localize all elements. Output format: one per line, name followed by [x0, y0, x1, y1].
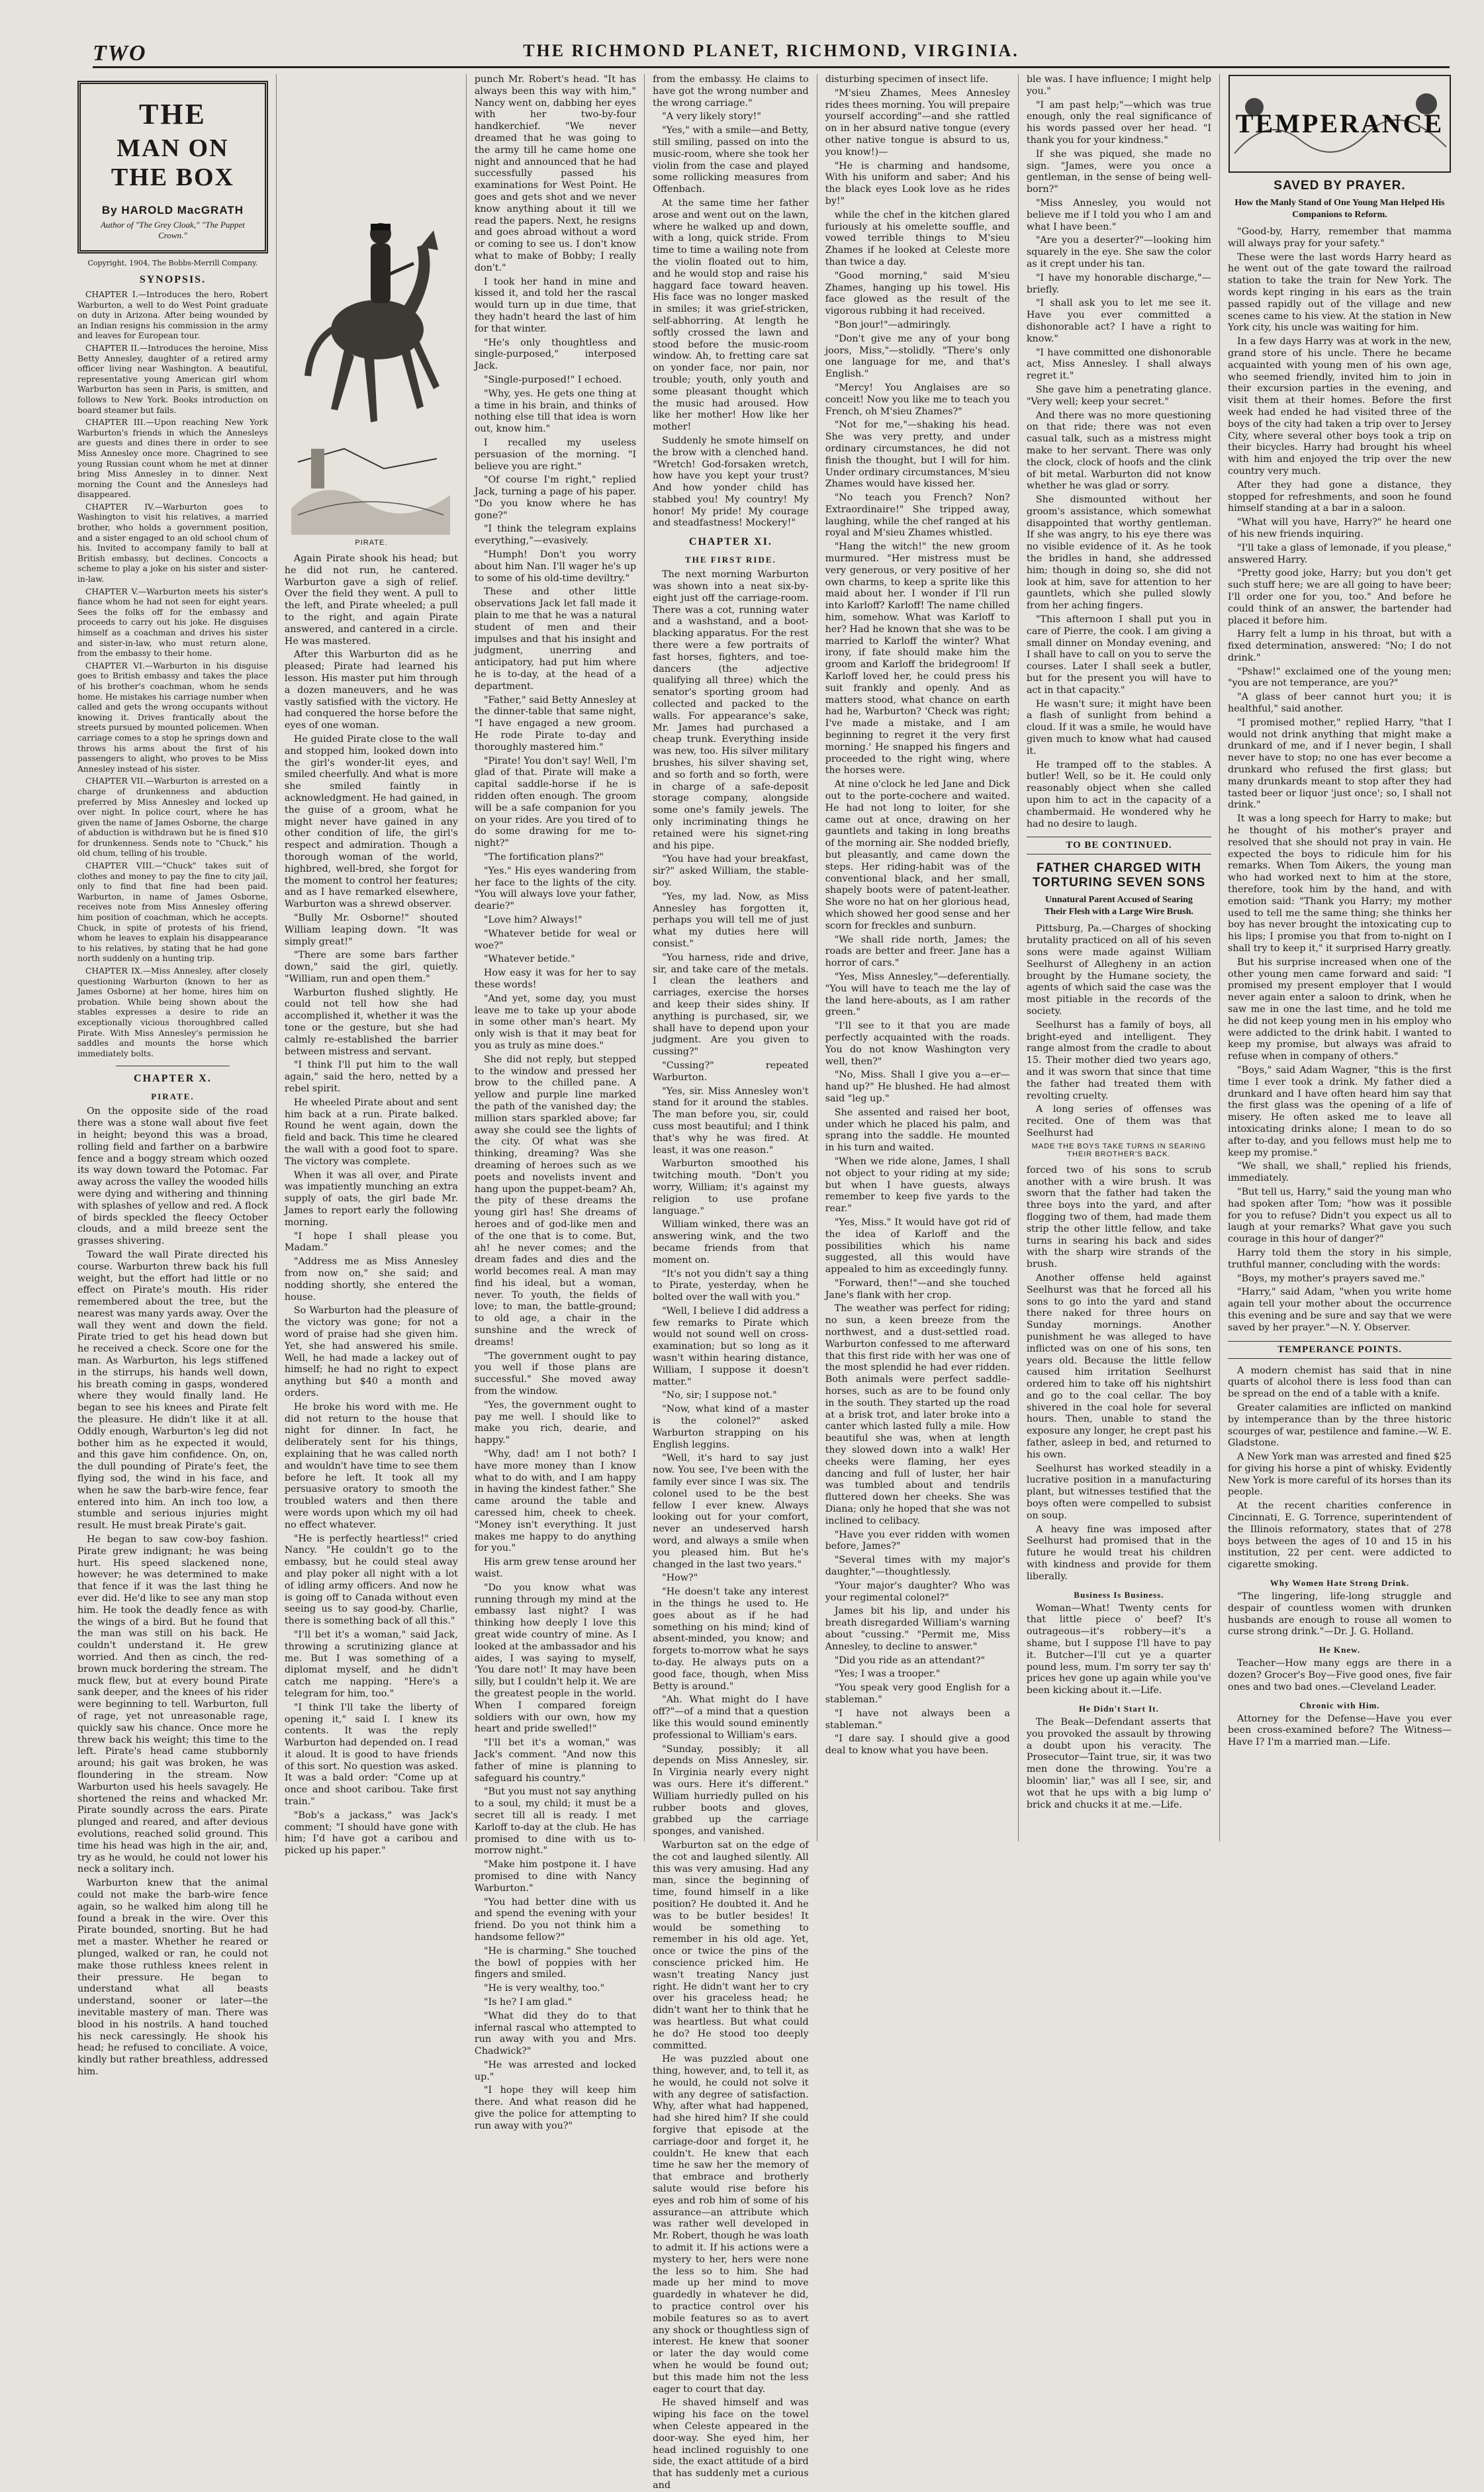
story-paragraph: "Is he? I am glad."	[483, 1996, 573, 2007]
synopsis-paragraph: CHAPTER IX.—Miss Annesley, after closely questioning Warburton (known to her as James Osborne) at her home, hires him on probation. While being shown about the stables expresses a desire to ride an exceptionally vicious thoroughbred called Pirate. With Miss Annesley's permission he saddles and mounts the horse which immediately bolts.	[77, 966, 268, 1058]
story-paragraph: How easy it was for her to say these words!	[474, 968, 637, 990]
story-paragraph: "Did you ride as an attendant?"	[834, 1655, 986, 1666]
story-paragraph: "Humph! Don't you worry about him Nan. I'll wager he's up to some of his old-time deviltry."	[474, 549, 637, 584]
story-paragraph: "I am past help;"—which was true enough, only the real significance of his words passed over her head. "I thank you for your kindness."	[1026, 99, 1211, 146]
story-paragraph: "We shall ride north, James; the roads are better and freer. Jane has a horror of cars."	[825, 934, 1010, 969]
story-paragraph: She did not reply, but stepped to the window and pressed her brow to the chilled pane. A yellow and purple line marked the path of the vanished day; the million stars sparkled above; far away she could see the lights of the city. Of what was she thinking, dreaming? Was she dreaming of heroes such as we poets and novelists invent and hang upon the puppet-beam? Ah, the pity of these dreams the young girl has! She dreams of heroes and of god-like men and of the one that is to come. But, ah! he never comes; and the dream fades and dies and the world becomes real. A man may find his ideal, but a woman, never. To youth, the fields of love; to man, the battle-ground; to old age, a chair in the sunshine and the wreck of dreams!	[474, 1054, 637, 1348]
story-paragraph: "No, sir; I suppose not."	[662, 1390, 777, 1401]
story-paragraph: "And yet, some day, you must leave me to take up your abode in some other man's heart. My only wish is that it may beat for you as truly as mine does."	[474, 993, 637, 1051]
story-paragraph: "Why, dad! am I not both? I have more money than I know what to do with, and I am happy in having the kindest father." She came around the table and caressed him, cheek to cheek. "Money isn't everything. It just makes me happy to do anything for you."	[474, 1449, 637, 1554]
story-paragraph: "You have had your breakfast, sir?" asked William, the stable-boy.	[653, 854, 809, 888]
story-paragraph: "Yes, sir. Miss Annesley won't stand for it around the stables. The man before you, sir, could cuss most beautiful; and I think that's why he was fired. At least, it was one reason."	[653, 1085, 809, 1156]
story-paragraph: The weather was perfect for riding; no sun, a keen breeze from the northwest, and a dust-settled road. Warburton confessed to me afterward that this first ride with her was one of the most splendid he had ever ridden. Both animals were perfect saddle-horses, such as are to be found only in the south. They started up the road at a brisk trot, and later broke into a canter which lasted fully a mile. How beautiful she was, when at length they slowed down into a walk! Her cheeks were flaming, her eyes dancing and full of luster, her hair was tumbled about and tendrils fluttered down her cheeks. She was Diana; only he hoped that she was not inclined to celibacy.	[825, 1303, 1010, 1526]
story-paragraph: "I have committed one dishonorable act, Miss Annesley. I shall always regret it."	[1026, 347, 1211, 382]
article-paragraph: A long series of offenses was recited. One of them was that Seelhurst had	[1026, 1104, 1211, 1138]
father-article-text-b	[1027, 1165, 1211, 1583]
story-paragraph: Warburton sat on the edge of the cot and laughed silently. All this was very amusing. Had any man, since the beginning of time, found himself in a like position? He doubted it. And he was to be butler besides! It would be something to remember in his old age. Yet, once or twice the pins of the conscience pricked him. He wasn't treating Nancy just right. He didn't want her to cry over his graceless head; he didn't want her to think that he was heartless. But what could he do? He stood too deeply committed.	[653, 1839, 809, 2051]
story-paragraph: Toward the wall Pirate directed his course. Warburton threw back his full weight, but the effort had little or no effect on Pirate's mouth. His rider remembered about the tree, but the nearest was many yards away. Over the wall they went and down the field. Pirate tried to get his head down but he received a check. Score one for the man. As Warburton, his legs stiffened in the stirrups, his hands well down, his breath coming in gasps, wondered where they would finally land. He began to see his knees and Pirate felt the pleasure. He didn't like it at all. Oddly enough, Warburton's leg did not bother him as he expected it would, and this gave him confidence. On, on, the dull pounding of Pirate's feet, the flying sod, the wind in his face, and when he saw the barb-wire fence, fear entered into him. An inch too low, a stumble and serious injuries might result. He must break Pirate's gait.	[77, 1249, 268, 1532]
article-paragraph: "I'll take a glass of lemonade, if you please," answered Harry.	[1228, 542, 1452, 565]
story-paragraph: "I hope they will keep him there. And what reason did he give the police for attempting to run away with you?"	[474, 2085, 637, 2131]
story-title-line1: THE	[138, 98, 207, 130]
saved-by-prayer-headline: SAVED BY PRAYER.	[1274, 179, 1406, 193]
didnt-start-headline: He Didn't Start It.	[1079, 1704, 1159, 1714]
story-paragraph: "I think the telegram explains everything,"—evasively.	[474, 524, 637, 547]
saved-by-prayer-subhead: How the Manly Stand of One Young Man Helped His Companions to Reform.	[1234, 198, 1445, 220]
story-paragraph: He guided Pirate close to the wall and stopped him, looked down into the girl's wonder-lit eyes, and smiled cheerfully. And what is more she smiled faintly in acknowledgment. He had gained, in the guise of a groom, what he might never have gained in any other condition of life, the girl's respect and admiration. Though a thorough woman of the world, highbred, well-bred, she forgot for the moment to control her features; and as I have remarked elsewhere, Warburton was a shrewd observer.	[284, 733, 458, 910]
story-paragraph: "This afternoon I shall put you in care of Pierre, the cook. I am giving a small dinner on Monday evening, and I shall have to call on you to serve the courses. Later I shall seek a butler, but for the present you will have to act in that capacity."	[1026, 614, 1211, 696]
story-paragraph: "He doesn't take any interest in the things he used to. He goes about as if he had something on his mind; kind of absent-minded, you know; and forgets to-morrow what he says to-day. He always puts on a good face, though, when Miss Betty is around."	[653, 1587, 809, 1692]
story-paragraph: "Miss Annesley, you would not believe me if I told you who I am and what I have been."	[1026, 197, 1211, 232]
story-paragraph: "But you must not say anything to a soul, my child; it must be a secret till all is ready. I met Karloff to-day at the club. He has promised to dine with us to-morrow night."	[474, 1786, 637, 1857]
story-text-col4b	[653, 569, 809, 2492]
story-paragraph: "No teach you French? Non? Extraordinaire!" She tripped away, laughing, while the chef ranged at his royal and M'sieu Zhames whistled.	[825, 492, 1010, 539]
story-text-col5	[825, 74, 1010, 1757]
story-paragraph: She gave him a penetrating glance. "Very well; keep your secret."	[1026, 384, 1211, 407]
story-paragraph: "I have my honorable discharge,"—briefly.	[1026, 272, 1211, 295]
chronic-wrap	[1228, 1714, 1452, 1749]
article-paragraph: Another offense held against Seelhurst was that he forced all his sons to go into the yard and stand there naked for three hours on Sunday mornings. Another punishment he was alleged to have inflicted was on one of his sons, ten years old. Because the little fellow caused him irritation Seelhurst ordered him to take off his nightshirt and go to the coal cellar. The boy shivered in the coal hole for several hours. Then, unable to stand the exposure any longer, he crept past his father, asleep in bed, and returned to his own.	[1026, 1272, 1211, 1460]
article-paragraph: But his surprise increased when one of the other young men came forward and said: "I promised my present employer that I would never again enter a saloon to drink, when he saw me in one the last time, and he told me he did not keep young men in his employ who were addicted to the drink habit. I wanted to keep my promise, but always was afraid to refuse when in company of others."	[1228, 956, 1452, 1062]
business-text: Woman—What! Twenty cents for that little piece o' beef? It's outrageous—it's robbery—it's a shame, but I suppose I'll have to pay it. Butcher—I'll cut ye a quarter pound less, mum. I'm sorry ter say th' prices hev gone up again while you've been kicking about it.—Life.	[1026, 1602, 1211, 1696]
story-paragraph: "Yes; I was a trooper."	[834, 1669, 941, 1680]
article-paragraph: It was a long speech for Harry to make; but he thought of his mother's prayer and resolved that she should not pray in vain. He expected the boys to ridicule him for his remarks. When Tom Aikers, the young man who had worked next to him at the store, therefore, took him by the hand, and with emotion said: "Thank you Harry; my mother used to tell me the same thing; she thinks her boy has never brought the intoxicating cup to his lips; I promise you that from to-night on I shall try to keep it," it surprised Harry greatly.	[1228, 813, 1452, 954]
article-paragraph: Seelhurst has a family of boys, all bright-eyed and intelligent. They range almost from the cradle to about 15. Their mother died two years ago, and it was sworn that since that time the father had treated them with revolting cruelty.	[1026, 1019, 1211, 1101]
he-knew-headline: He Knew.	[1319, 1645, 1361, 1655]
article-paragraph: "Boys," said Adam Wagner, "this is the first time I ever took a drink. My father died a drunkard and I have often heard him say that the first glass was the opening of a life of misery. He often asked me to leave all intoxicating drinks alone; I mean to do so after to-day, and you fellows must help me to keep my promise."	[1228, 1064, 1452, 1158]
synopsis-paragraph: CHAPTER IV.—Warburton goes to Washington to visit his relatives, a married brother, who holds a government position, and a sister engaged to an old school chum of his. Invited to accompany family to ball at British embassy, but declines. Concocts a scheme to play a joke on his sister and sister-in-law.	[77, 502, 268, 584]
story-paragraph: "Single-purposed!" I echoed.	[483, 374, 622, 385]
father-article-subhead: Unnatural Parent Accused of Searing Their Flesh with a Large Wire Brush.	[1044, 895, 1193, 917]
article-paragraph: Harry felt a lump in his throat, but with a fixed determination, answered: "No; I do not drink."	[1228, 629, 1452, 663]
father-article-text	[1027, 923, 1211, 1139]
synopsis-heading: SYNOPSIS.	[139, 274, 207, 285]
story-text-col6	[1027, 74, 1211, 830]
story-paragraph: James bit his lip, and under his breath disregarded William's warning about "cussing." "Permit me, Miss Annesley, to decline to answer."	[825, 1606, 1010, 1652]
he-knew-wrap	[1228, 1658, 1452, 1693]
chapter-xi-subtitle: THE FIRST RIDE.	[685, 555, 776, 565]
story-paragraph: "Of course I'm right," replied Jack, turning a page of his paper. "Do you know where he has gone?"	[474, 475, 637, 521]
story-paragraph: "Forward, then!"—and she touched Jane's flank with her crop.	[825, 1277, 1010, 1301]
story-paragraph: "I have not always been a stableman."	[825, 1708, 1010, 1731]
story-paragraph: "Have you ever ridden with women before, James?"	[825, 1529, 1010, 1552]
story-paragraph: "I shall ask you to let me see it. Have you ever committed a dishonorable act? I have a right to know."	[1026, 298, 1211, 344]
synopsis-paragraph: CHAPTER VII.—Warburton is arrested on a charge of drunkenness and abduction preferred by Miss Annesley and locked up over night. In police court, where he has given the name of James Osborne, the charge of abduction is withdrawn but he is fined $10 for drunkenness. Sends note to "Chuck," his old chum, telling of his trouble.	[77, 776, 268, 858]
story-paragraph: punch Mr. Robert's head. "It has always been this way with him," Nancy went on, dabbing her eyes with her two-by-four handkerchief. "We never dreamed that he was going to the army till he came home one night and announced that he had successfully passed his examinations for West Point. He goes and gets shot and we never know anything about it till we read the papers. Next, he resigns and goes abroad without a word or coming to see us. I don't know what to make of Bobby; I really don't."	[474, 74, 637, 273]
story-paragraph: "Pirate! You don't say! Well, I'm glad of that. Pirate will make a capital saddle-horse if he is ridden often enough. The groom will be a safe companion for you on your rides. Are you tired of to do some drawing for me to-night?"	[474, 755, 637, 849]
article-paragraph: "Pretty good joke, Harry; but you don't get such stuff here; we are all going to have beer; I'll order one for you, too." And before he could think of an answer, the bartender had placed it before him.	[1228, 568, 1452, 626]
article-paragraph: "Boys, my mother's prayers saved me."	[1237, 1273, 1425, 1284]
story-paragraph: "I think I'll take the liberty of opening it," said I. I knew its contents. It was the reply Warburton had depended on. I read it aloud. It is good to have friends of this sort. No question was asked. It was a bald order: "Come up at once and shoot caribou. Take first train."	[284, 1702, 458, 1808]
column-1	[70, 74, 277, 2077]
story-paragraph: "I hope I shall please you Madam."	[284, 1230, 458, 1254]
story-paragraph: I recalled my useless persuasion of the morning. "I believe you are right."	[474, 437, 637, 472]
story-paragraph: "Good morning," said M'sieu Zhames, hanging up his towel. His face glowed as the result of the vigorous rubbing it had received.	[825, 270, 1010, 317]
story-paragraph: She dismounted without her groom's assistance, which somewhat disappointed that worthy gentleman. If she was angry, to his eye there was no visible evidence of it. As he took the bridles in hand, she addressed him; though in doing so, she did not look at him, save for attention to her gauntlets, which she pulled slowly from her aching fingers.	[1026, 494, 1211, 612]
story-title-line2: MAN ON THE BOX	[111, 134, 234, 191]
story-paragraph: "Yes, Miss." It would have got rid of the idea of Karloff and the possibilities which his name suggested, all this would have appealed to him as exceedingly funny.	[825, 1217, 1010, 1275]
temperance-banner	[1228, 74, 1452, 173]
story-paragraph: He wasn't sure; it might have been a flash of sunlight from behind a cloud. If it was a smile, he would have given much to know what had caused it.	[1026, 698, 1211, 757]
story-paragraph: "Mercy! You Anglaises are so conceit! Now you like me to teach you French, oh M'sieu Zhames?"	[825, 382, 1010, 417]
illustration-caption: PIRATE.	[355, 539, 388, 547]
story-paragraph: while the chef in the kitchen glared furiously at his omelette souffle, and vowed terrible things to M'sieu Zhames if he looked at Celeste more than twice a day.	[825, 209, 1010, 267]
father-illustration-caption: MADE THE BOYS TAKE TURNS IN SEARING THEIR BROTHER'S BACK.	[1031, 1142, 1207, 1158]
temperance-points-text	[1228, 1365, 1452, 1572]
story-paragraph: "Not for me,"—shaking his head. She was very pretty, and under ordinary circumstances, he did not finish the thought, but I will for him. Under ordinary circumstances, M'sieu Zhames would have kissed her.	[825, 420, 1010, 490]
story-paragraph: "Yes, Miss Annesley,"—deferentially. "You will have to teach me the lay of the land here-abouts, as I am rather green."	[825, 971, 1010, 1018]
story-paragraph: Suddenly he smote himself on the brow with a clenched hand. "Wretch! God-forsaken wretch, how have you kept your trust? And how yonder child has stabbed you! My country! My honor! My pride! My courage and steadfastness! Mockery!"	[653, 435, 809, 529]
columns	[70, 74, 1460, 2491]
story-paragraph: "He was arrested and locked up."	[474, 2059, 637, 2082]
didnt-start-text-wrap	[1027, 1717, 1211, 1811]
story-paragraph: "Make him postpone it. I have promised to dine with Nancy Warburton."	[474, 1859, 637, 1894]
why-women-headline: Why Women Hate Strong Drink.	[1270, 1578, 1410, 1589]
story-paragraph: He shaved himself and was wiping his face on the towel when Celeste appeared in the door-way. She eyed him, her head inclined roguishly to one side, the exact attitude of a bird that has suddenly met a curious and	[653, 2397, 809, 2491]
article-paragraph: These were the last words Harry heard as he went out of the gate toward the railroad station to take the train for New York. The words kept ringing in his ears as the train passed rapidly out of the village and new scenes came to his view. At the station in New York city, his uncle was waiting for him.	[1228, 252, 1452, 334]
article-paragraph: Seelhurst has worked steadily in a lucrative position in a manufacturing plant, but witnesses testified that the boys often were compelled to subsist on soup.	[1026, 1463, 1211, 1521]
story-paragraph: After this Warburton did as he pleased; Pirate had learned his lesson. His master put him through a dozen maneuvers, and he was vastly satisfied with the victory. He had conquered the horse before the eyes of one woman.	[284, 649, 458, 731]
he-knew-text: Teacher—How many eggs are there in a dozen? Grocer's Boy—Five good ones, five fair ones and two bad ones.—Cleveland Leader.	[1228, 1658, 1452, 1692]
story-paragraph: "Ah. What might do I have off?"—of a mind that a question like this would sound eminently professional to William's ears.	[653, 1694, 809, 1741]
story-paragraph: When it was all over, and Pirate was impatiently munching an extra supply of oats, the girl bade Mr. James to report early the following morning.	[284, 1170, 458, 1228]
story-paragraph: ble was. I have influence; I might help you."	[1026, 74, 1211, 97]
why-women-wrap	[1228, 1591, 1452, 1638]
story-paragraph: "You had better dine with us and spend the evening with your friend. Do you not think him a handsome fellow?"	[474, 1896, 637, 1943]
story-paragraph: "You speak very good English for a stableman."	[825, 1683, 1010, 1705]
story-paragraph: William winked, there was an answering wink, and the two became friends from that moment on.	[653, 1219, 809, 1266]
story-paragraph: "I'll see to it that you are made perfectly acquainted with the roads. You do not know Washington very well, then?"	[825, 1021, 1010, 1067]
story-paragraph: "He is perfectly heartless!" cried Nancy. "He couldn't go to the embassy, but he could steal away and play poker all night with a lot of idling army officers. And now he is going off to Canada without even seeing us to say good-by. Charlie, there is something back of all this."	[284, 1533, 458, 1627]
story-paragraph: "Bon jour!"—admiringly.	[834, 319, 951, 330]
story-paragraph: from the embassy. He claims to have got the wrong number and the wrong carriage."	[653, 74, 809, 109]
story-paragraph: Again Pirate shook his head; but he did not run, he cantered. Warburton gave a sigh of relief. Over the field they went. A pull to the left, and Pirate wheeled; a pull to the right, and again Pirate answered, and cantered in a circle. He was mastered.	[284, 553, 458, 647]
article-paragraph: Greater calamities are inflicted on mankind by intemperance than by the three historic scourges of war, pestilence and famine.—W. E. Gladstone.	[1228, 1402, 1452, 1449]
to-be-continued: TO BE CONTINUED.	[1027, 837, 1211, 854]
article-paragraph: A New York man was arrested and fined $25 for giving his horse a pint of whisky. Evidently New York is more careful of its horses than its people.	[1228, 1452, 1452, 1498]
article-paragraph: After they had gone a distance, they stopped for refreshments, and soon he found himself standing at a bar in a saloon.	[1228, 479, 1452, 514]
story-paragraph: "I dare say. I should give a good deal to know what you have been.	[825, 1733, 1010, 1757]
article-paragraph: "What will you have, Harry?" he heard one of his new friends inquiring.	[1228, 517, 1452, 539]
story-text-col4	[653, 74, 809, 530]
story-paragraph: "Several times with my major's daughter,"—thoughtlessly.	[825, 1555, 1010, 1578]
article-paragraph: "Harry," said Adam, "when you write home again tell your mother about the occurrence this evening and be sure and say that we were saved by her prayer."—N. Y. Observer.	[1228, 1287, 1452, 1333]
column-2	[277, 74, 467, 1857]
article-paragraph: "But tell us, Harry," said the young man who had spoken after Tom; "how was it possible for you to refuse? Didn't you expect us all to laugh at your remarks? What gave you such courage in this hour of danger?"	[1228, 1186, 1452, 1245]
story-paragraph: He began to saw cow-boy fashion. Pirate grew indignant; he was being hurt. His speed slackened none, however; he was determined to make that fence if it was the last thing he ever did. He'd like to see any man stop him. He took the deadly fence as with the wings of a bird. But he found that the man was still on his back. He couldn't understand it. He grew worried. And then as cinch, the red-brown muck bordering the stream. The muck flew, but at every bound Pirate sank deeper, and the knees of his rider were beginning to tell. Warburton, full of rage, yet not unreasonable rage, quickly saw his chance. Once more he threw back his weight; this time to the left. Pirate's head came stubbornly around; his gait was broken, he was floundering in the stream. Now Warburton used his heels savagely. He shortened the reins and whacked Mr. Pirate soundly across the ears. Pirate plunged and reared, and after devious evolutions, reached solid ground. This time his head was high in the air, and, try as he would, he could not lower his neck a solitary inch.	[77, 1534, 268, 1875]
story-paragraph: At nine o'clock he led Jane and Dick out to the porte-cochere and waited. He had not long to loiter, for she came out at once, drawing on her gauntlets and taking in long breaths of the morning air. She nodded briefly, but pleasantly, and came down the steps. Her riding-habit was of the conventional black, and her small, shapely boots were of patent-leather. She wore no hat on her glorious head, which showed her good sense and her scorn for freckles and sunburn.	[825, 779, 1010, 931]
story-paragraph: "How?"	[662, 1573, 698, 1584]
story-paragraph: "No, Miss. Shall I give you a—er—hand up?" He blushed. He had almost said "leg up."	[825, 1070, 1010, 1104]
synopsis-paragraph: CHAPTER I.—Introduces the hero, Robert Warburton, a well to do West Point graduate on duty in Arizona. After being wounded by an Indian resigns his commission in the army and leaves for European tour.	[77, 290, 268, 341]
article-paragraph: forced two of his sons to scrub another with a wire brush. It was sworn that the father had taken the three boys into the yard, and after flogging two of them, had made them strip the other little fellow, and take turns in searing his back and sides with the sharp wire strands of the brush.	[1026, 1164, 1211, 1270]
saved-by-prayer-text	[1228, 226, 1452, 1334]
story-paragraph: "Are you a deserter?"—looking him squarely in the eye. She saw the color as it crept under his tan.	[1026, 235, 1211, 269]
story-paragraph: I took her hand in mine and kissed it, and told her the rascal would turn up in due time, that they hadn't heard the last of him for that winter.	[474, 276, 637, 334]
story-paragraph: "When we ride alone, James, I shall not object to your riding at my side; but when I have guests, always remember to keep five yards to the rear."	[825, 1156, 1010, 1215]
story-paragraph: "Yes, the government ought to pay me well. I should like to make you rich, dearie, and happy."	[474, 1399, 637, 1446]
pirate-horse-illustration	[285, 78, 458, 535]
story-paragraph: The next morning Warburton was shown into a neat six-by-eight just off the carriage-room. There was a cot, running water and a washstand, and a boot-blacking apparatus. For the rest there were a few portraits of fast horses, fighters, and toe-dancers (the adjective qualifying all three) which the senator's sporting groom had collected and packed to the walls. For appearance's sake, Mr. James had purchased a cheap trunk. Everything inside was new, too. His silver military brushes, his silver shaving set, and so forth and so forth, were in charge of a safe-deposit storage company, alongside some one's family jewels. The only incriminating things he retained were his signet-ring and his pipe.	[653, 569, 809, 851]
story-paragraph: "He is charming and handsome, With his uniform and saber; And his the black eyes Look love as he rides by!"	[825, 160, 1010, 207]
synopsis-paragraph: CHAPTER V.—Warburton meets his sister's fiance whom he had not seen for eight years. Sees the folks off for the embassy and proceeds to carry out his joke. He disguises himself as a coachman and drives his sister and sister-in-law, who must return alone, from the embassy to their home.	[77, 586, 268, 659]
story-paragraph: She assented and raised her boot, under which he placed his palm, and sprang into the saddle. He mounted in his turn and waited.	[825, 1107, 1010, 1154]
article-paragraph: Pittsburg, Pa.—Charges of shocking brutality practiced on all of his seven sons were made against William Seelhurst of Allegheny in an action brought by the Humane society, the agents of which said the case was the most pitiable in the records of the society.	[1026, 923, 1211, 1017]
story-paragraph: "Love him? Always!"	[483, 914, 582, 925]
masthead	[93, 37, 1450, 68]
chapter-xi-heading: CHAPTER XI.	[688, 536, 772, 548]
chapter-x-heading: CHAPTER X.	[134, 1073, 212, 1085]
story-paragraph: "The government ought to pay you well if those plans are successful." She moved away from the window.	[474, 1350, 637, 1397]
article-paragraph: A heavy fine was imposed after Seelhurst had promised that in the future he would treat his children with kindness and provide for them liberally.	[1026, 1524, 1211, 1582]
synopsis-paragraph: CHAPTER VI.—Warburton in his disguise goes to British embassy and takes the place of his brother's coachman, whom he sends home. He mistakes his carriage number when called and gets the wrong occupants without knowing it. Drives frantically about the streets pursued by mounted policemen. When carriage comes to a stop he springs down and throws his arms about the first of his passengers to alight, who proves to be Miss Annesley instead of his sister.	[77, 661, 268, 774]
article-paragraph: A modern chemist has said that in nine quarts of alcohol there is less food than can be spread on the end of a table with a knife.	[1228, 1365, 1452, 1400]
business-headline: Business Is Business.	[1074, 1589, 1164, 1600]
story-paragraph: "I'll bet it's a woman," said Jack, throwing a scrutinizing glance at me. But I was something of a diplomat myself, and he didn't catch me napping. "Here's a telegram for him, too."	[284, 1629, 458, 1699]
newspaper-title: THE RICHMOND PLANET, RICHMOND, VIRGINIA.	[523, 41, 1019, 60]
synopsis-paragraph: CHAPTER III.—Upon reaching New York Warburton's friends in which the Annesleys are guests and dines there in order to see Miss Annesley once more. Chagrined to see young Russian count whom he met at dinner bring Miss Annesley in to dinner. Next morning the Count and the Annesleys had disappeared.	[77, 418, 268, 500]
story-paragraph: These and other little observations Jack let fall made it plain to me that he was a natural student of men and their impulses and that his insight and judgment, unerring and anticipatory, had put him where he is to-day, at the head of a department.	[474, 586, 637, 692]
page-number: TWO	[93, 41, 147, 66]
article-paragraph: "A glass of beer cannot hurt you; it is healthful," said another.	[1228, 692, 1452, 715]
story-text-col3	[475, 74, 636, 2133]
story-paragraph: "Whatever betide."	[483, 954, 575, 965]
article-paragraph: "Good-by, Harry, remember that mamma will always pray for your safety."	[1228, 226, 1452, 249]
story-paragraph: "I think I'll put him to the wall again," said the hero, netted by a rebel spirit.	[284, 1060, 458, 1095]
story-paragraph: Warburton knew that the animal could not make the barb-wire fence again, so he walked him along till he found a break in the wire. Over this Pirate bounded, snorting. But he had met a master. Whether he reared or plunged, walked or ran, he could not make those ruthless knees relent in their pressure. He began to understand what all beasts understand, sooner or later—the inevitable mastery of man. There was blood in his nostrils. A hand touched his neck caressingly. He shook his head; he refused to conciliate. A voice, kindly but rather breathless, addressed him.	[77, 1878, 268, 2077]
story-paragraph: "Bob's a jackass," was Jack's comment; "I should have gone with him; I'd have got a caribou and picked up his paper."	[284, 1810, 458, 1857]
story-paragraph: "He is very wealthy, too."	[483, 1983, 605, 1994]
story-paragraph: He broke his word with me. He did not return to the house that night for dinner. In fact, he deliberately sent for his things, explaining that he was called north and wouldn't have time to see them before he left. It took all my persuasive oratory to smooth the troubled waters and then there were words upon which my oil had no effect whatever.	[284, 1401, 458, 1530]
father-article-headline: FATHER CHARGED WITH TORTURING SEVEN SONS	[1032, 861, 1206, 890]
synopsis-paragraph: CHAPTER II.—Introduces the heroine, Miss Betty Annesley, daughter of a retired army officer living near Washington. A beautiful, representative young American girl whom Warburton has seen in Paris, is smitten, and follows to New York. Books introduction on board steamer but fails.	[77, 343, 268, 415]
story-text-col2	[285, 553, 458, 1857]
story-paragraph: "Father," said Betty Annesley at the dinner-table that same night, "I have engaged a new groom. He rode Pirate to-day and thoroughly mastered him."	[474, 694, 637, 753]
story-text-col1	[77, 1106, 268, 2078]
article-paragraph: In a few days Harry was at work in the new, grand store of his uncle. There he became acquainted with young men of his own age, who seemed friendly, invited him to join in their excursion parties in the evening, and visit them at their homes. Before the first week had ended he had visited three of the boys of the city had taken a trip over to Jersey City, where several other boys took a trip on their bicycles. Harry had brought his wheel with him and enjoyed the trip over the new country very much.	[1228, 336, 1452, 477]
temperance-points-headline: TEMPERANCE POINTS.	[1228, 1341, 1452, 1359]
story-paragraph: If she was piqued, she made no sign. "James, were you once a gentleman, in the sense of being well-born?"	[1026, 148, 1211, 195]
story-paragraph: "The fortification plans?"	[483, 852, 604, 862]
article-paragraph: "We shall, we shall," replied his friends, immediately.	[1228, 1161, 1452, 1184]
story-paragraph: Warburton smoothed his twitching mouth. "Don't you worry, William; it's against my religion to use profane language."	[653, 1158, 809, 1217]
copyright-line: Copyright, 1904, The Bobbs-Merrill Company.	[87, 259, 258, 267]
column-4	[645, 74, 817, 2491]
story-paragraph: "Now, what kind of a master is the colonel?" asked Warburton strapping on his English leggins.	[653, 1404, 809, 1450]
article-paragraph: "I promised mother," replied Harry, "that I would not drink anything that might make a drunkard of me, and if I never begin, I shall never have to stop; no one has ever become a drunkard who refused the first glass; but many drunkards meant to stop after they had tasted beer or liquor 'just once'; so, I shall not drink."	[1228, 717, 1452, 811]
story-paragraph: "Hang the witch!" the new groom murmured. "Her mistress must be very generous, or very positive of her own charms, to keep a sprite like this maid about her. I wonder if I'll run into Karloff? Karloff! The name chilled him, somehow. What was Karloff to her? Had he known that she was to be married to Karloff the winter? What irony, if fate should make him the groom and Karloff the bridegroom! If Karloff loved her, he could press his suit frankly and openly. And as matters stood, what chance on earth had he, Warburton? 'Check was right; I've made a mistake, and I am beginning to regret it the very first morning.' He snapped his fingers and proceeded to the right wing, where the horses were.	[825, 541, 1010, 776]
story-paragraph: "Do you know what was running through my mind at the embassy last night? I was thinking how deeply I love this great wide country of mine. As I looked at the ambassador and his aides, I was saying to myself, 'You dare not!' It may have been silly, but I couldn't help it. We are the greatest people in the world. When I compared foreign soldiers with our own, how my heart and pride swelled!"	[474, 1582, 637, 1735]
story-paragraph: "It's not you didn't say a thing to Pirate, yesterday, when he bolted over the wall with you."	[653, 1268, 809, 1303]
story-paragraph: He wheeled Pirate about and sent him back at a run. Pirate balked. Round he went again, down the field and back. This time he cleared the wall with a good foot to spare. The victory was complete.	[284, 1097, 458, 1167]
story-paragraph: And there was no more questioning on that ride; there was not even casual talk, such as a mistress might make to her servant. There was only the clock, clock of hoofs and the clink of bit metal. Warburton did not know whether he was glad or sorry.	[1026, 410, 1211, 492]
story-title-box	[77, 81, 268, 254]
column-7	[1220, 74, 1460, 1841]
story-paragraph: "Well, it's hard to say just now. You see, I've been with the family ever since I was six. The colonel used to be the best fellow I ever knew. Always looking out for your comfort, never an undeserved harsh word, and always a smile when you pleased him. But he's changed in the last two years."	[653, 1453, 809, 1570]
story-paragraph: "Address me as Miss Annesley from now on," she said; and nodding shortly, she entered the house.	[284, 1256, 458, 1303]
story-paragraph: "Well, I believe I did address a few remarks to Pirate which would not sound well on cross-examination; but so long as it wasn't within hearing distance, William, I suppose it doesn't matter."	[653, 1305, 809, 1387]
story-paragraph: "Bully Mr. Osborne!" shouted William leaping down. "It was simply great!"	[284, 912, 458, 947]
article-paragraph: Harry told them the story in his simple, truthful manner, concluding with the words:	[1228, 1247, 1452, 1270]
story-paragraph: His arm grew tense around her waist.	[474, 1557, 637, 1580]
article-paragraph: At the recent charities conference in Cincinnati, E. G. Torrence, superintendent of the Illinois reformatory, states that of 278 boys between the ages of 10 and 15 in his institution, 22 per cent. were addicted to cigarette smoking.	[1228, 1500, 1452, 1571]
story-paragraph: "He's only thoughtless and single-purposed," interposed Jack.	[474, 337, 637, 372]
chronic-headline: Chronic with Him.	[1299, 1700, 1380, 1710]
story-paragraph: So Warburton had the pleasure of the victory was gone; for not a word of praise had she given him. Yet, she had answered his smile. Well, he had made a lackey out of himself; he had no right to expect anything but $40 a month and orders.	[284, 1305, 458, 1399]
story-paragraph: "You harness, ride and drive, sir, and take care of the metals. I clean the leathers and carriages, exercise the horses and keep their sides shiny. If anything is purchased, sir, we shall have to depend upon your judgment. Are you given to cussing?"	[653, 952, 809, 1058]
article-paragraph: "Pshaw!" exclaimed one of the young men; "you are not temperance, are you?"	[1228, 666, 1452, 689]
story-paragraph: On the opposite side of the road there was a stone wall about five feet in height; beyond this was a broad, rolling field and farther on a barbwire fence and a boggy stream which oozed its way down toward the Potomac. Far away across the valley the wooded hills were dying and withering and thinning with splashes of yellow and red. A flock of birds speckled the fleecy October clouds, and a mild breeze sent the grasses shivering.	[77, 1106, 268, 1247]
story-paragraph: "Why, yes. He gets one thing at a time in his brain, and thinks of nothing else till that idea is worn out, know him."	[474, 388, 637, 435]
chronic-text: Attorney for the Defense—Have you ever been cross-examined before? The Witness—Have I? I'm a married man.—Life.	[1228, 1713, 1452, 1748]
synopsis-paragraph: CHAPTER VIII.—"Chuck" takes suit of clothes and money to pay the fine to city jail, only to find that fine had been paid. Warburton, in name of James Osborne, receives note from Miss Annesley offering him position of coachman, which he accepts. Chuck, in spite of protests of his friend, whom he leaves to explain his disappearance to his relatives, by stating that he had gone north suddenly on a hunting trip.	[77, 861, 268, 964]
story-paragraph: "A very likely story!"	[662, 111, 761, 122]
story-paragraph: "Don't give me any of your bong joors, Miss,"—stolidly. "There's only one language for me, and that's English."	[825, 333, 1010, 380]
story-paragraph: "What did they do to that infernal rascal who attempted to run away with you and Mrs. Chadwick?"	[474, 2010, 637, 2057]
column-6	[1019, 74, 1220, 1841]
story-author-note: Author of "The Grey Cloak," "The Puppet Crown."	[101, 220, 245, 240]
story-paragraph: "Sunday, possibly; it all depends on Miss Annesley, sir. In Virginia nearly every night was ours. Here it's different." William hurriedly pulled on his rubber boots and gloves, grabbed up the carriage sponges, and vanished.	[653, 1743, 809, 1837]
didnt-start-text: The Beak—Defendant asserts that you provoked the assault by throwing a doubt upon his veracity. The Prosecutor—Taint true, sir, it was two men done the throwing. You're a bloomin' liar," was all I see, sir, and wot that he ups with a big lump o' brick and chucks it at me.—Life.	[1026, 1717, 1211, 1810]
story-paragraph: "I'll bet it's a woman," was Jack's comment. "And now this father of mine is planning to safeguard his country."	[474, 1737, 637, 1784]
column-3	[467, 74, 645, 2131]
story-paragraph: He tramped off to the stables. A butler! Well, so be it. He could only reasonably object when she called upon him to act in the capacity of a chambermaid. He wondered why he had no desire to laugh.	[1026, 759, 1211, 829]
synopsis	[77, 290, 268, 1059]
story-paragraph: "Cussing?" repeated Warburton.	[653, 1060, 809, 1083]
business-text-wrap	[1027, 1603, 1211, 1697]
story-paragraph: "Your major's daughter? Who was your regimental colonel?"	[825, 1580, 1010, 1603]
story-paragraph: He was puzzled about one thing, however, and, to tell it, as he would, he could not solve it with any degree of satisfaction. Why, after what had happened, had she hired him? If she could forgive that episode at the carriage-door and forget it, he couldn't. He knew that each time he saw her the memory of that embrace and brotherly salute would rise before his eyes and rob him of some of his assurance—an attribute which was rather well developed in Mr. Robert, though he was loath to admit it. If his actions were a mystery to her, hers were none the less so to him. She had made up her mind to move guardedly in whatever he did, to practice control over his mobile features so as to avert any shock or thoughtless sign of interest. He knew that sooner or later the day would come when he would be found out; but this made him not the less eager to court that day.	[653, 2054, 809, 2395]
story-paragraph: "Whatever betide for weal or woe?"	[474, 928, 637, 951]
column-5	[817, 74, 1019, 1841]
why-women-text: "The lingering, life-long struggle and despair of countless women with drunken husbands are enough to rouse all women to curse strong drink."—Dr. J. G. Holland.	[1228, 1591, 1452, 1638]
story-paragraph: "Yes." His eyes wandering from her face to the lights of the city. "You will always love your father, dearie?"	[474, 865, 637, 912]
story-paragraph: "There are some bars farther down," said the girl, quietly. "William, run and open them."	[284, 950, 458, 984]
story-paragraph: Warburton flushed slightly. He could not tell how she had accomplished it, whether it was the tone or the gesture, but she had calmly re-established the barrier between mistress and servant.	[284, 987, 458, 1057]
story-paragraph: disturbing specimen of insect life.	[825, 74, 989, 85]
story-paragraph: "M'sieu Zhames, Mees Annesley rides thees morning. You will prepaire yourself according"—and she rattled on in her absurd native tongue (every other native tongue is absurd to us, you know!)—	[825, 87, 1010, 158]
story-byline: By HAROLD MacGRATH	[101, 204, 244, 216]
story-paragraph: "Yes," with a smile—and Betty, still smiling, passed on into the music-room, where she took her violin from the case and played some rollicking measures from Offenbach.	[653, 125, 809, 195]
chapter-x-subtitle: PIRATE.	[151, 1091, 195, 1102]
temperance-banner-text: TEMPERANCE	[1235, 109, 1444, 138]
story-paragraph: "He is charming." She touched the bowl of poppies with her fingers and smiled.	[474, 1945, 637, 1980]
story-paragraph: "Yes, my lad. Now, as Miss Annesley has forgotten it, perhaps you will tell me of just what my duties here will consist."	[653, 891, 809, 949]
story-paragraph: At the same time her father arose and went out on the lawn, where he walked up and down, with a long, quick stride. From time to time a wailing note from the violin floated out to him, and he would stop and raise his haggard face toward heaven. His face was no longer masked in smiles; it was grief-stricken, self-abhorring. At length he softly crossed the lawn and stood before the music-room window. Ah, to fretting care sat on yonder face, nor pain, nor trouble; youth, only youth and some pleasant thought which the music had aroused. How like her mother! How like her mother!	[653, 197, 809, 433]
